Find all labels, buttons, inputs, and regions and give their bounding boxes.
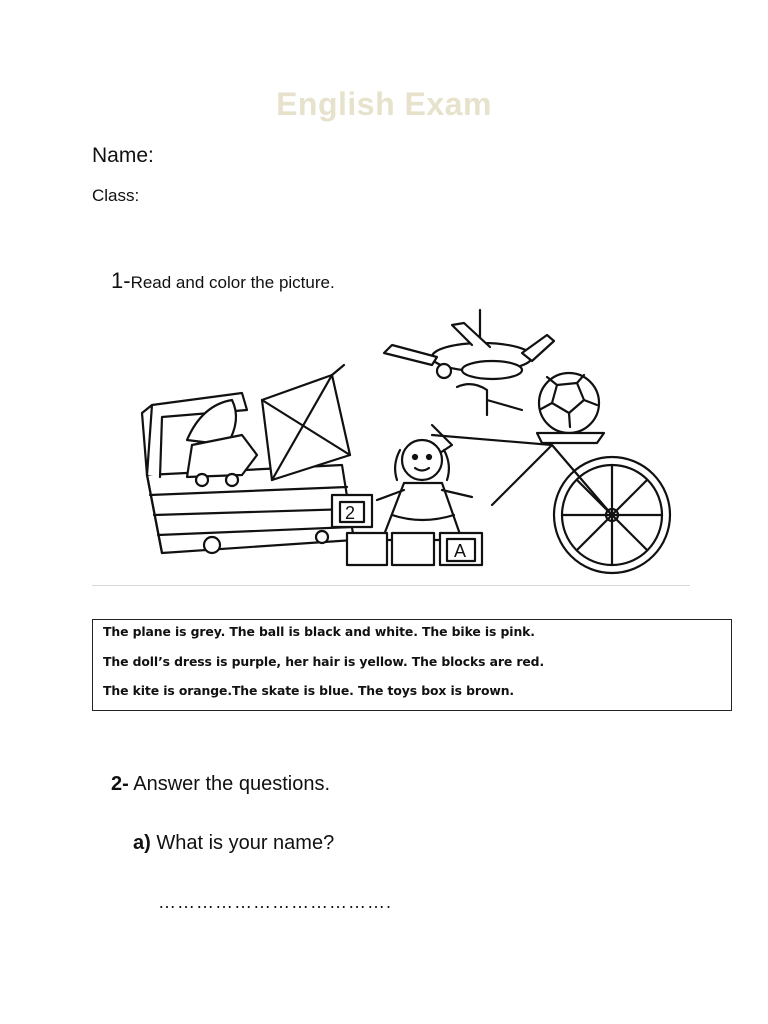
- kite-icon: [262, 365, 350, 480]
- answer-line[interactable]: ……………………………….: [158, 892, 393, 912]
- block-label-a: A: [454, 541, 467, 561]
- exam-title: English Exam: [276, 86, 492, 122]
- coloring-instructions-box: [92, 619, 732, 711]
- toys-line-drawing: [92, 305, 690, 585]
- color-sentence-1: The plane is grey. The ball is black and white. The bike is pink.: [103, 624, 535, 639]
- block-label-2: 2: [345, 503, 356, 523]
- question-2a: [133, 832, 334, 855]
- color-sentence-2: The doll’s dress is purple, her hair is yellow. The blocks are red.: [103, 653, 545, 669]
- question-1-number: 1-: [111, 268, 131, 293]
- question-2a-label: a): [133, 832, 151, 854]
- name-label: Name:: [92, 144, 154, 167]
- class-label: Class:: [92, 186, 140, 205]
- coloring-picture: [92, 305, 690, 586]
- ball-icon: [537, 373, 604, 443]
- question-1-instruction: Read and color the picture.: [130, 273, 335, 292]
- question-2: [111, 773, 330, 796]
- question-2-number: 2-: [111, 773, 129, 795]
- question-2a-text: What is your name?: [156, 832, 335, 854]
- color-sentence-3: The kite is orange.The skate is blue. The toys box is brown.: [103, 683, 515, 698]
- question-1: [111, 268, 335, 294]
- question-2-instruction: Answer the questions.: [133, 773, 331, 795]
- plane-icon: [384, 323, 554, 379]
